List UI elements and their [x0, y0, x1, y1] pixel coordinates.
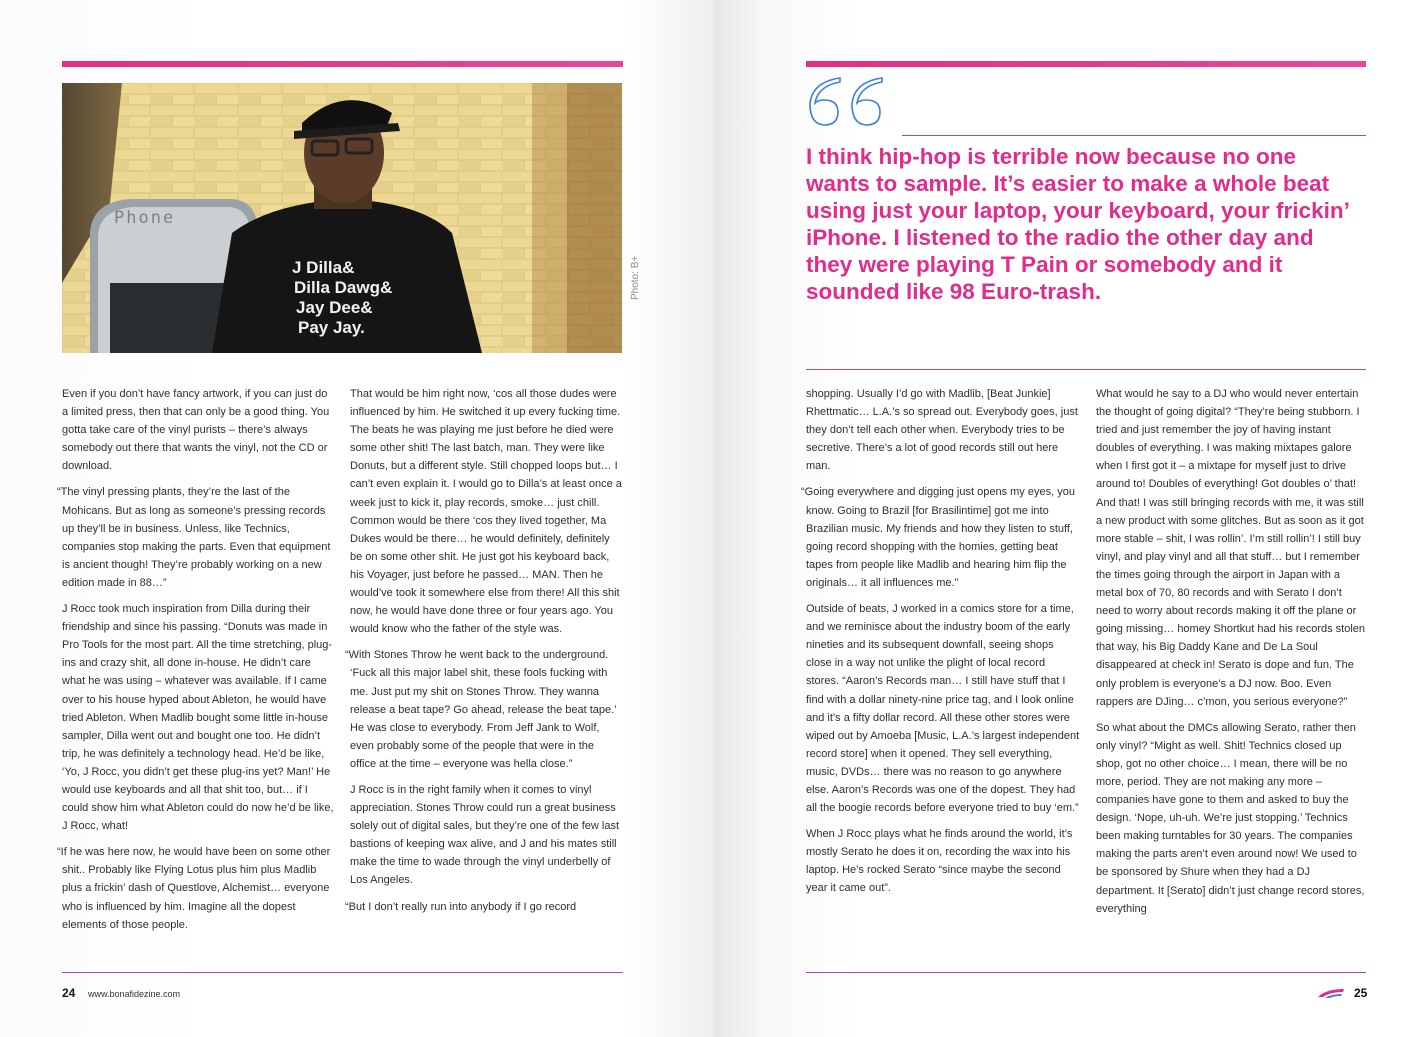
column3-paragraph-3: Outside of beats, J worked in a comics store for a time, and we reminisce about the industry boom of the early nineties and its subsequent downfall, seeing shops close in a way not unlike the plight of local record stores. “Aaron’s Records man… I still have stuff that I find with a dollar ninety-nine price tag, and I look online and it’s a fifty dollar record. All these other stores were wiped out by Amoeba [Music, L.A.’s largest independent record store] when it opened. They sell everything, music, DVDs… there was no reason to go anywhere else. Aaron’s Records was one of the dopest. They had all the boogie records before everyone tried to buy ‘em.” [806, 603, 1080, 815]
column1-paragraph-2: “The vinyl pressing plants, they’re the last of the Mohicans. But as long as someone’s pressing records up they’ll be in business. Unless, like Technics, companies stop making the parts. Even that equipment is ancient though! They’re probably working on a new edition made in 88…” [57, 486, 331, 589]
column3-paragraph-4: When J Rocc plays what he finds around the world, it’s mostly Serato he does it on, recording the wax into his laptop. He’s rocked Serato “since maybe the second year it came out”. [806, 828, 1073, 895]
column1-paragraph-1: Even if you don’t have fancy artwork, if you can just do a limited press, then that can only be a good thing. You gotta take care of the vinyl purists – there’s always somebody out there that wants the vinyl, not the CD or download. [62, 388, 330, 473]
bottom-rule [806, 972, 1366, 973]
right-page [714, 0, 1428, 1037]
column2-paragraph-4: “But I don’t really run into anybody if I go record [345, 900, 577, 913]
column4-paragraph-1: What would he say to a DJ who would never entertain the thought of going digital? “They’re being stubborn. I tried and just remember the joy of having instant doubles of everything. I was making mixtapes galore when I first got it – a mixtape for myself just to drive around to! Doubles of everything! Got doubles o’ that! And that! I was still bringing records with me, it was still a new product with some glitches. But as soon as it got more stable – shit, I was rollin’. I’m still rollin’! I still buy vinyl, and play vinyl and all that stuff… but I remember the times going through the airport in Japan with a metal box of 70, 80 records and with Serato I don’t need to worry about records making it off the plane or going missing… homey Shortkut had his records stolen that way, his Big Daddy Kane and De La Soul disappeared at check in! Serato is dope and fun. The only problem is everyone’s a DJ now. Boo. Even rappers are DJing… c’mon, you serious everyone?” [1096, 388, 1366, 708]
shirt-line-1: J Dilla& [292, 258, 355, 277]
shirt-line-2: Dilla Dawg& [294, 278, 393, 297]
photo-credit: Photo: B+ [630, 255, 641, 300]
pull-quote: I think hip-hop is terrible now because no one wants to sample. It’s easier to make a whole beat using just your laptop, your keyboard, your frickin’ iPhone. I listened to the radio the other day and they were playing T Pain or somebody and it sounded like 98 Euro-trash. [806, 144, 1349, 304]
column4-paragraph-2: So what about the DMCs allowing Serato, rather then only vinyl? “Might as well. Shit! Technics closed up shop, got no other choice… I mean, there will be no more, period. They are not making any more – companies have gone to them and asked to buy the design. ‘Nope, uh-uh. We’re just stopping.’ Technics been making turntables for 30 years. The companies making the parts aren’t even around now! We used to be sponsored by Shure when they had a DJ department. It [Serato] didn’t just change record stores, everything [1096, 721, 1365, 915]
top-accent-bar [806, 61, 1366, 67]
quote-top-rule [902, 135, 1366, 136]
bottom-rule [62, 972, 623, 973]
column1-paragraph-4: “If he was here now, he would have been on some other shit.. Probably like Flying Lotus plus him plus Madlib plus a frickin’ dash of Questlove, Alchemist… everyone who is influenced by him. Imagine all the dopest elements of those people. [57, 846, 331, 931]
article-photo [62, 83, 622, 353]
article-column-1 [57, 385, 334, 942]
shirt-line-4: Pay Jay. [298, 318, 365, 337]
column2-paragraph-3: J Rocc is in the right family when it comes to vinyl appreciation. Stones Throw could run a great business solely out of digital sales, but they’re one of the few last bastions of keeping wax alive, and J and his mates still make the time to wade through the vinyl underbelly of Los Angeles. [350, 783, 620, 887]
column2-paragraph-1: That would be him right now, ‘cos all those dudes were influenced by him. He switched it up every fucking time. The beats he was playing me just before he died were some other shit! The last batch, man. They were like Donuts, but a different style. Still chopped loops but… I can’t even explain it. I would go to Dilla’s at least once a week just to kick it, play records, smoke… just chill. Common would be there ‘cos they lived together, Ma Dukes would be there… he would definitely, definitely be on some other shit. He just got his keyboard back, his Voyager, just before he passed… MAN. Then he would’ve took it somewhere else from there! All this shit now, he would have done three or four years ago. You would know who the father of the style was. [350, 388, 622, 636]
quote-bottom-rule [806, 369, 1366, 370]
quote-mark-icon [806, 76, 886, 128]
magazine-logo-icon [1316, 987, 1346, 999]
column1-paragraph-3: J Rocc took much inspiration from Dilla during their friendship and since his passing. “Donuts was made in Pro Tools for the most part. All the time stretching, plug-ins and crazy shit, all done in-house. He didn’t care what he was using – whatever was available. If I came over to his house hyped about Ableton, he would have tried Ableton. When Madlib bought some little in-house sampler, Dilla went out and bought one too. He didn’t trip, he was definitely a technology head. He’d be like, ‘Yo, J Rocc, you didn’t get these plug-ins yet? Man!’ He would use keyboards and all that shit too, but… if I could show him what Ableton could do now he’d be like, J Rocc, what! [62, 603, 334, 833]
photo-illustration [62, 83, 622, 353]
article-column-4 [1096, 385, 1368, 926]
column2-paragraph-2: “With Stones Throw he went back to the underground. ‘Fuck all this major label shit, these fools fucking with me. Just put my shit on Stones Throw. They wanna release a beat tape? Go ahead, release the beat tape.’ He was close to everybody. From Jeff Jank to Wolf, even probably some of the people that were in the office at the time – everyone was hella close.” [345, 649, 617, 770]
website-link[interactable]: www.bonafidezine.com [88, 989, 181, 999]
article-column-2 [345, 385, 622, 924]
column3-paragraph-1: shopping. Usually I’d go with Madlib, [Beat Junkie] Rhettmatic… L.A.’s so spread out. Everybody goes, just they don’t tell each other when. Everybody tries to be secretive. There’s a lot of good records still out here man. [806, 388, 1078, 473]
article-column-3 [801, 385, 1080, 906]
column3-paragraph-2: “Going everywhere and digging just opens my eyes, you know. Going to Brazil [for Brasilintime] got me into Brazilian music. My friends and how they listen to stuff, going record shopping with the homies, getting beat tapes from people like Madlib and hearing him flip the originals… it all influences me.” [801, 486, 1075, 589]
page-number: 25 [1354, 986, 1368, 1000]
shirt-line-3: Jay Dee& [296, 298, 373, 317]
phone-sign-text: Phone [114, 208, 176, 228]
top-accent-bar [62, 61, 623, 67]
page-number: 24 [62, 986, 76, 1000]
